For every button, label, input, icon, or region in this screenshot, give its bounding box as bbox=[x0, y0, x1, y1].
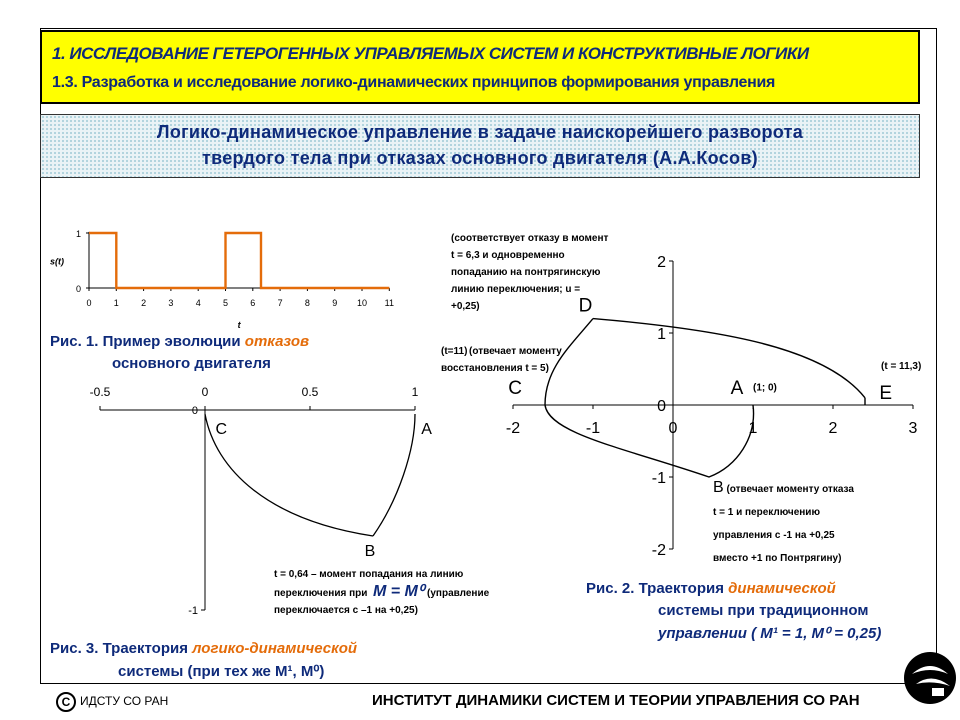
title-line-2: твердого тела при отказах основного двигателя (А.А.Косов) bbox=[202, 148, 758, 168]
footer-right: ИНСТИТУТ ДИНАМИКИ СИСТЕМ И ТЕОРИИ УПРАВЛЕНИЯ СО РАН bbox=[372, 692, 860, 709]
header-line-1: 1. ИССЛЕДОВАНИЕ ГЕТЕРОГЕННЫХ УПРАВЛЯЕМЫХ СИСТЕМ И КОНСТРУКТИВНЫЕ ЛОГИКИ bbox=[52, 44, 809, 63]
x-tick-label: 0 bbox=[86, 298, 92, 308]
x-tick-label: 11 bbox=[384, 298, 394, 308]
point-a-coord: (1; 0) bbox=[753, 382, 777, 394]
fig2-caption-line-1: Рис. 2. Траектория динамической bbox=[586, 580, 836, 597]
header-line-2: 1.3. Разработка и исследование логико-динамических принципов формирования управления bbox=[52, 74, 776, 91]
x-tick-label: 8 bbox=[304, 298, 310, 308]
fig1-chart bbox=[40, 222, 410, 332]
trajectory-b-to-a bbox=[373, 414, 415, 536]
x-tick-label: 1 bbox=[748, 420, 758, 437]
fig2-caption-line-2: системы при традиционном bbox=[658, 602, 869, 619]
point-a-label: A bbox=[421, 421, 432, 438]
y-tick-label: -1 bbox=[188, 605, 198, 617]
x-tick-label: 7 bbox=[277, 298, 283, 308]
title-box bbox=[40, 114, 920, 178]
fig1-caption-line-1: Рис. 1. Пример эволюции отказов bbox=[50, 333, 310, 350]
trajectory-a-b-c-d bbox=[545, 319, 754, 477]
x-tick-label: 10 bbox=[356, 298, 368, 308]
y-tick-label: 1 bbox=[657, 326, 666, 343]
header-banner bbox=[40, 30, 920, 104]
point-d-label: D bbox=[578, 295, 593, 317]
x-tick-label: 3 bbox=[908, 420, 918, 437]
fig1-caption-line-2: основного двигателя bbox=[112, 355, 271, 372]
point-c-label: C bbox=[215, 421, 228, 438]
y-tick-label: 1 bbox=[75, 229, 81, 239]
title-line-1: Логико-динамическое управление в задаче наискорейшего разворота bbox=[156, 122, 804, 142]
point-a-label: A bbox=[730, 378, 744, 400]
fig3-note: t = 0,64 – момент попадания на линию переключения при M = M⁰ (управление переключается с –1 на +0,25) bbox=[274, 569, 490, 616]
x-tick-label: -0.5 bbox=[89, 385, 111, 399]
footer-left: C ИДСТУ СО РАН bbox=[56, 692, 168, 712]
x-tick-label: 0 bbox=[668, 420, 678, 437]
x-tick-label: 0 bbox=[201, 385, 209, 399]
x-tick-label: 4 bbox=[195, 298, 201, 308]
x-tick-label: 2 bbox=[141, 298, 147, 308]
x-tick-label: 0.5 bbox=[301, 385, 319, 399]
x-tick-label: 9 bbox=[332, 298, 338, 308]
fig2-caption-line-3: управлении ( M¹ = 1, M⁰ = 0,25) bbox=[658, 625, 882, 642]
y-axis-label: s(t) bbox=[50, 256, 64, 267]
fig2-note-left: (t=11) (отвечает моменту восстановления t = 5) bbox=[441, 346, 562, 374]
y-tick-label: -1 bbox=[651, 470, 666, 487]
institute-logo-icon bbox=[902, 650, 958, 706]
point-b-label: B bbox=[364, 543, 376, 560]
point-e-label: E bbox=[879, 383, 893, 404]
x-tick-label: 1 bbox=[113, 298, 119, 308]
fig3-caption-line-1: Рис. 3. Траектория логико-динамической bbox=[50, 640, 358, 657]
y-tick-label: 0 bbox=[75, 284, 81, 294]
x-tick-label: 3 bbox=[168, 298, 174, 308]
point-c-label: C bbox=[508, 378, 522, 400]
x-tick-label: 2 bbox=[828, 420, 838, 437]
trajectory-d-to-e bbox=[593, 319, 865, 398]
y-tick-label: 0 bbox=[191, 405, 198, 417]
y-tick-label: 2 bbox=[657, 254, 666, 271]
fig2-note-b: B (отвечает моменту отказа t = 1 и переключению управления с -1 на +0,25 вместо +1 по Понтрягину) bbox=[713, 479, 854, 564]
x-tick-label: 1 bbox=[411, 385, 419, 399]
s-of-t-series bbox=[89, 233, 389, 288]
x-axis-label: t bbox=[237, 320, 241, 330]
x-tick-label: -2 bbox=[505, 420, 521, 437]
fig2-note-right: (t = 11,3) bbox=[881, 361, 922, 372]
trajectory-c-to-b bbox=[205, 414, 373, 536]
copyright-icon: C bbox=[56, 692, 76, 712]
x-tick-label: 5 bbox=[222, 298, 229, 308]
x-tick-label: -1 bbox=[585, 420, 601, 437]
y-tick-label: 0 bbox=[657, 398, 666, 415]
y-tick-label: -2 bbox=[651, 542, 666, 559]
fig2-note-top: (соответствует отказу в момент t = 6,3 и одновременно попаданию на понтрягинскую линию переключения; u = +0,25) bbox=[451, 233, 609, 312]
x-tick-label: 6 bbox=[250, 298, 256, 308]
fig3-caption-line-2: системы (при тех же M¹, M⁰) bbox=[118, 663, 325, 680]
